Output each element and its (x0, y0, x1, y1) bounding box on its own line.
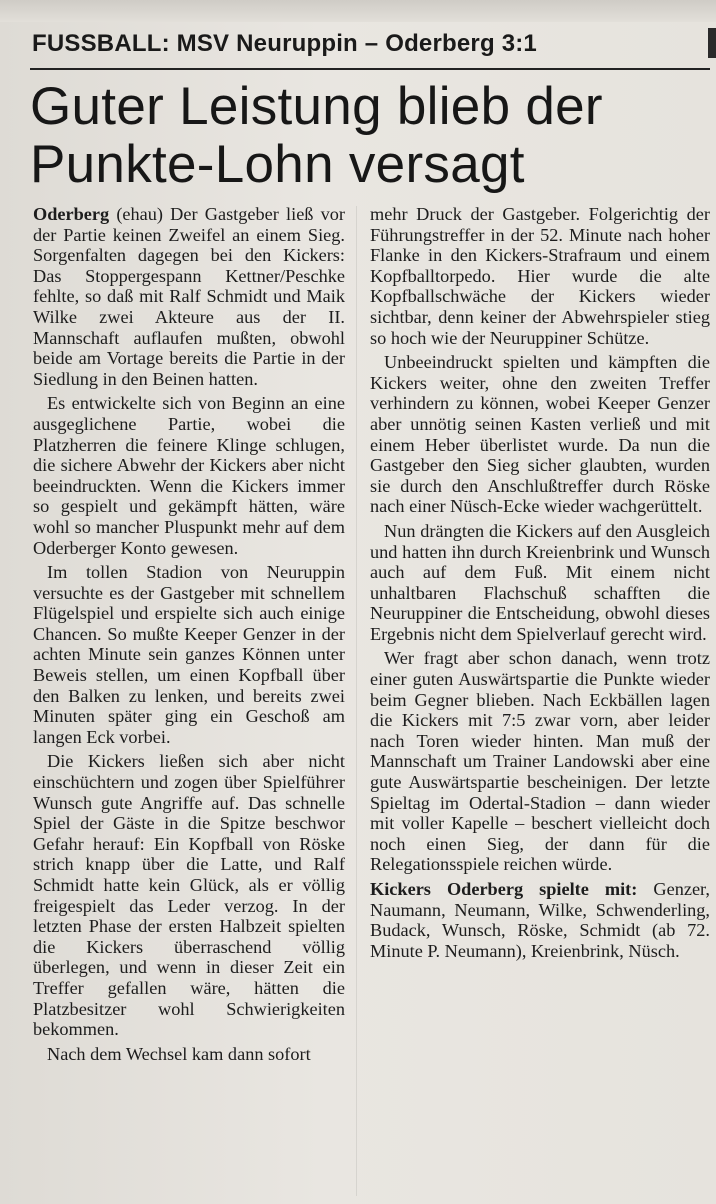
paragraph-7: Nun drängten die Kickers auf den Ausgleich und hatten ihn durch Kreienbrink und Wunsch auch auf dem Fuß. Mit einem nicht unhaltbaren Flachschuß schafften die Neuruppiner die Entscheidung, obwohl dieses Ergebnis nicht dem Spielverlauf gerecht wird. (370, 520, 710, 644)
lineup-paragraph (370, 879, 710, 961)
headline-line-2: Punkte-Lohn versagt (30, 135, 525, 194)
paragraph-5: Nach dem Wechsel kam dann sofort (47, 1043, 311, 1064)
lineup-players: Genzer, Naumann, Neumann, Wilke, Schwenderling, Budack, Wunsch, Röske, Schmidt (ab 72. Minute P. Neumann), Kreienbrink, Nüsch. (370, 879, 710, 961)
article-headline (30, 78, 716, 194)
lineup-heading: Kickers Oderberg spielte mit: (370, 879, 638, 899)
article-column-left (33, 204, 345, 1068)
article-kicker: FUSSBALL: MSV Neuruppin – Oderberg 3:1 (32, 30, 537, 57)
paragraph-3: Im tollen Stadion von Neuruppin versuchte es der Gastgeber mit schnellem Flügelspiel und erspielte sich auch einige Chancen. So mußte Keeper Genzer in der achten Minute sein ganzes Können unter Beweis stellen, um einen Kopfball über den Balken zu lenken, und bereits zwei Minuten später ging ein Geschoß am langen Eck vorbei. (33, 562, 345, 747)
paragraph-4: Die Kickers ließen sich aber nicht einschüchtern und zogen über Spielführer Wunsch gute Angriffe auf. Das schnelle Spiel der Gäste in die Spitze beschwor Gefahr herauf: Ein Kopfball von Röske strich knapp über die Latte, und Ralf Schmidt hatte kein Glück, als er völlig freigespielt das Leder verzog. In der letzten Phase der ersten Halbzeit spielten die Kickers überraschend völlig überlegen, und wenn in dieser Zeit ein Treffer gefallen wäre, hätten die Platzbesitzer wohl Schwierigkeiten bekommen. (33, 751, 345, 1040)
paragraph-6: Unbeeindruckt spielten und kämpften die Kickers weiter, ohne den zweiten Treffer verhindern zu können, wobei Keeper Genzer aber unnötig seinen Kasten verließ und mit einem Heber überlistet wurde. Da nun die Gastgeber den Sieg sicher glaubten, wurden sie durch den Anschlußtreffer durch Röske nach einer Nüsch-Ecke wieder wachgerüttelt. (370, 352, 710, 517)
headline-line-1: Guter Leistung blieb der (30, 77, 603, 136)
adjacent-column-fragment (708, 28, 716, 58)
column-gutter (356, 206, 357, 1196)
dateline: Oderberg (33, 204, 110, 224)
paragraph-2: Es entwickelte sich von Beginn an eine ausgeglichene Partie, wobei die Platzherren die feinere Klinge schlugen, die sichere Abwehr der Kickers aber nicht beeindruckten. Wenn die Kickers immer so gespielt und gekämpft hätten, wäre wohl so mancher Pluspunkt mehr auf dem Oderberger Konto gewesen. (33, 393, 345, 558)
article-column-right (370, 204, 710, 965)
paper-top-edge (0, 0, 716, 22)
paragraph-1-text: (ehau) Der Gastgeber ließ vor der Partie keinen Zweifel an einem Sieg. Sorgenfalten dagegen bei den Kickers: Das Stoppergespann Kettner/Peschke fehlte, so daß mit Ralf Schmidt und Maik Wilke zwei Akteure aus der II. Mannschaft auflaufen mußten, obwohl beide am Vortage bereits die Partie in der Siedlung in den Beinen hatten. (33, 204, 345, 389)
paragraph-1 (33, 204, 345, 389)
paragraph-5-continued: mehr Druck der Gastgeber. Folgerichtig der Führungstreffer in der 52. Minute nach hoher Flanke in den Kickers-Strafraum und einem Kopfballtorpedo. Hier wurde die alte Kopfballschwäche der Kickers wieder sichtbar, denn keiner der Abwehrspieler stieg so hoch wie der Neuruppiner Schütze. (370, 204, 710, 348)
paragraph-8: Wer fragt aber schon danach, wenn trotz einer guten Auswärtspartie die Punkte wieder beim Gegner blieben. Nach Eckbällen lagen die Kickers mit 7:5 zwar vorn, aber leider nach Toren wieder hinten. Man muß der Mannschaft um Trainer Landowski aber eine gute Auswärtspartie bescheinigen. Der letzte Spieltag im Odertal-Stadion – dann wieder mit voller Kapelle – beschert vielleicht doch noch einen Sieg, der dann für die Relegationsspiele reichen würde. (370, 648, 710, 875)
kicker-rule (30, 68, 710, 70)
